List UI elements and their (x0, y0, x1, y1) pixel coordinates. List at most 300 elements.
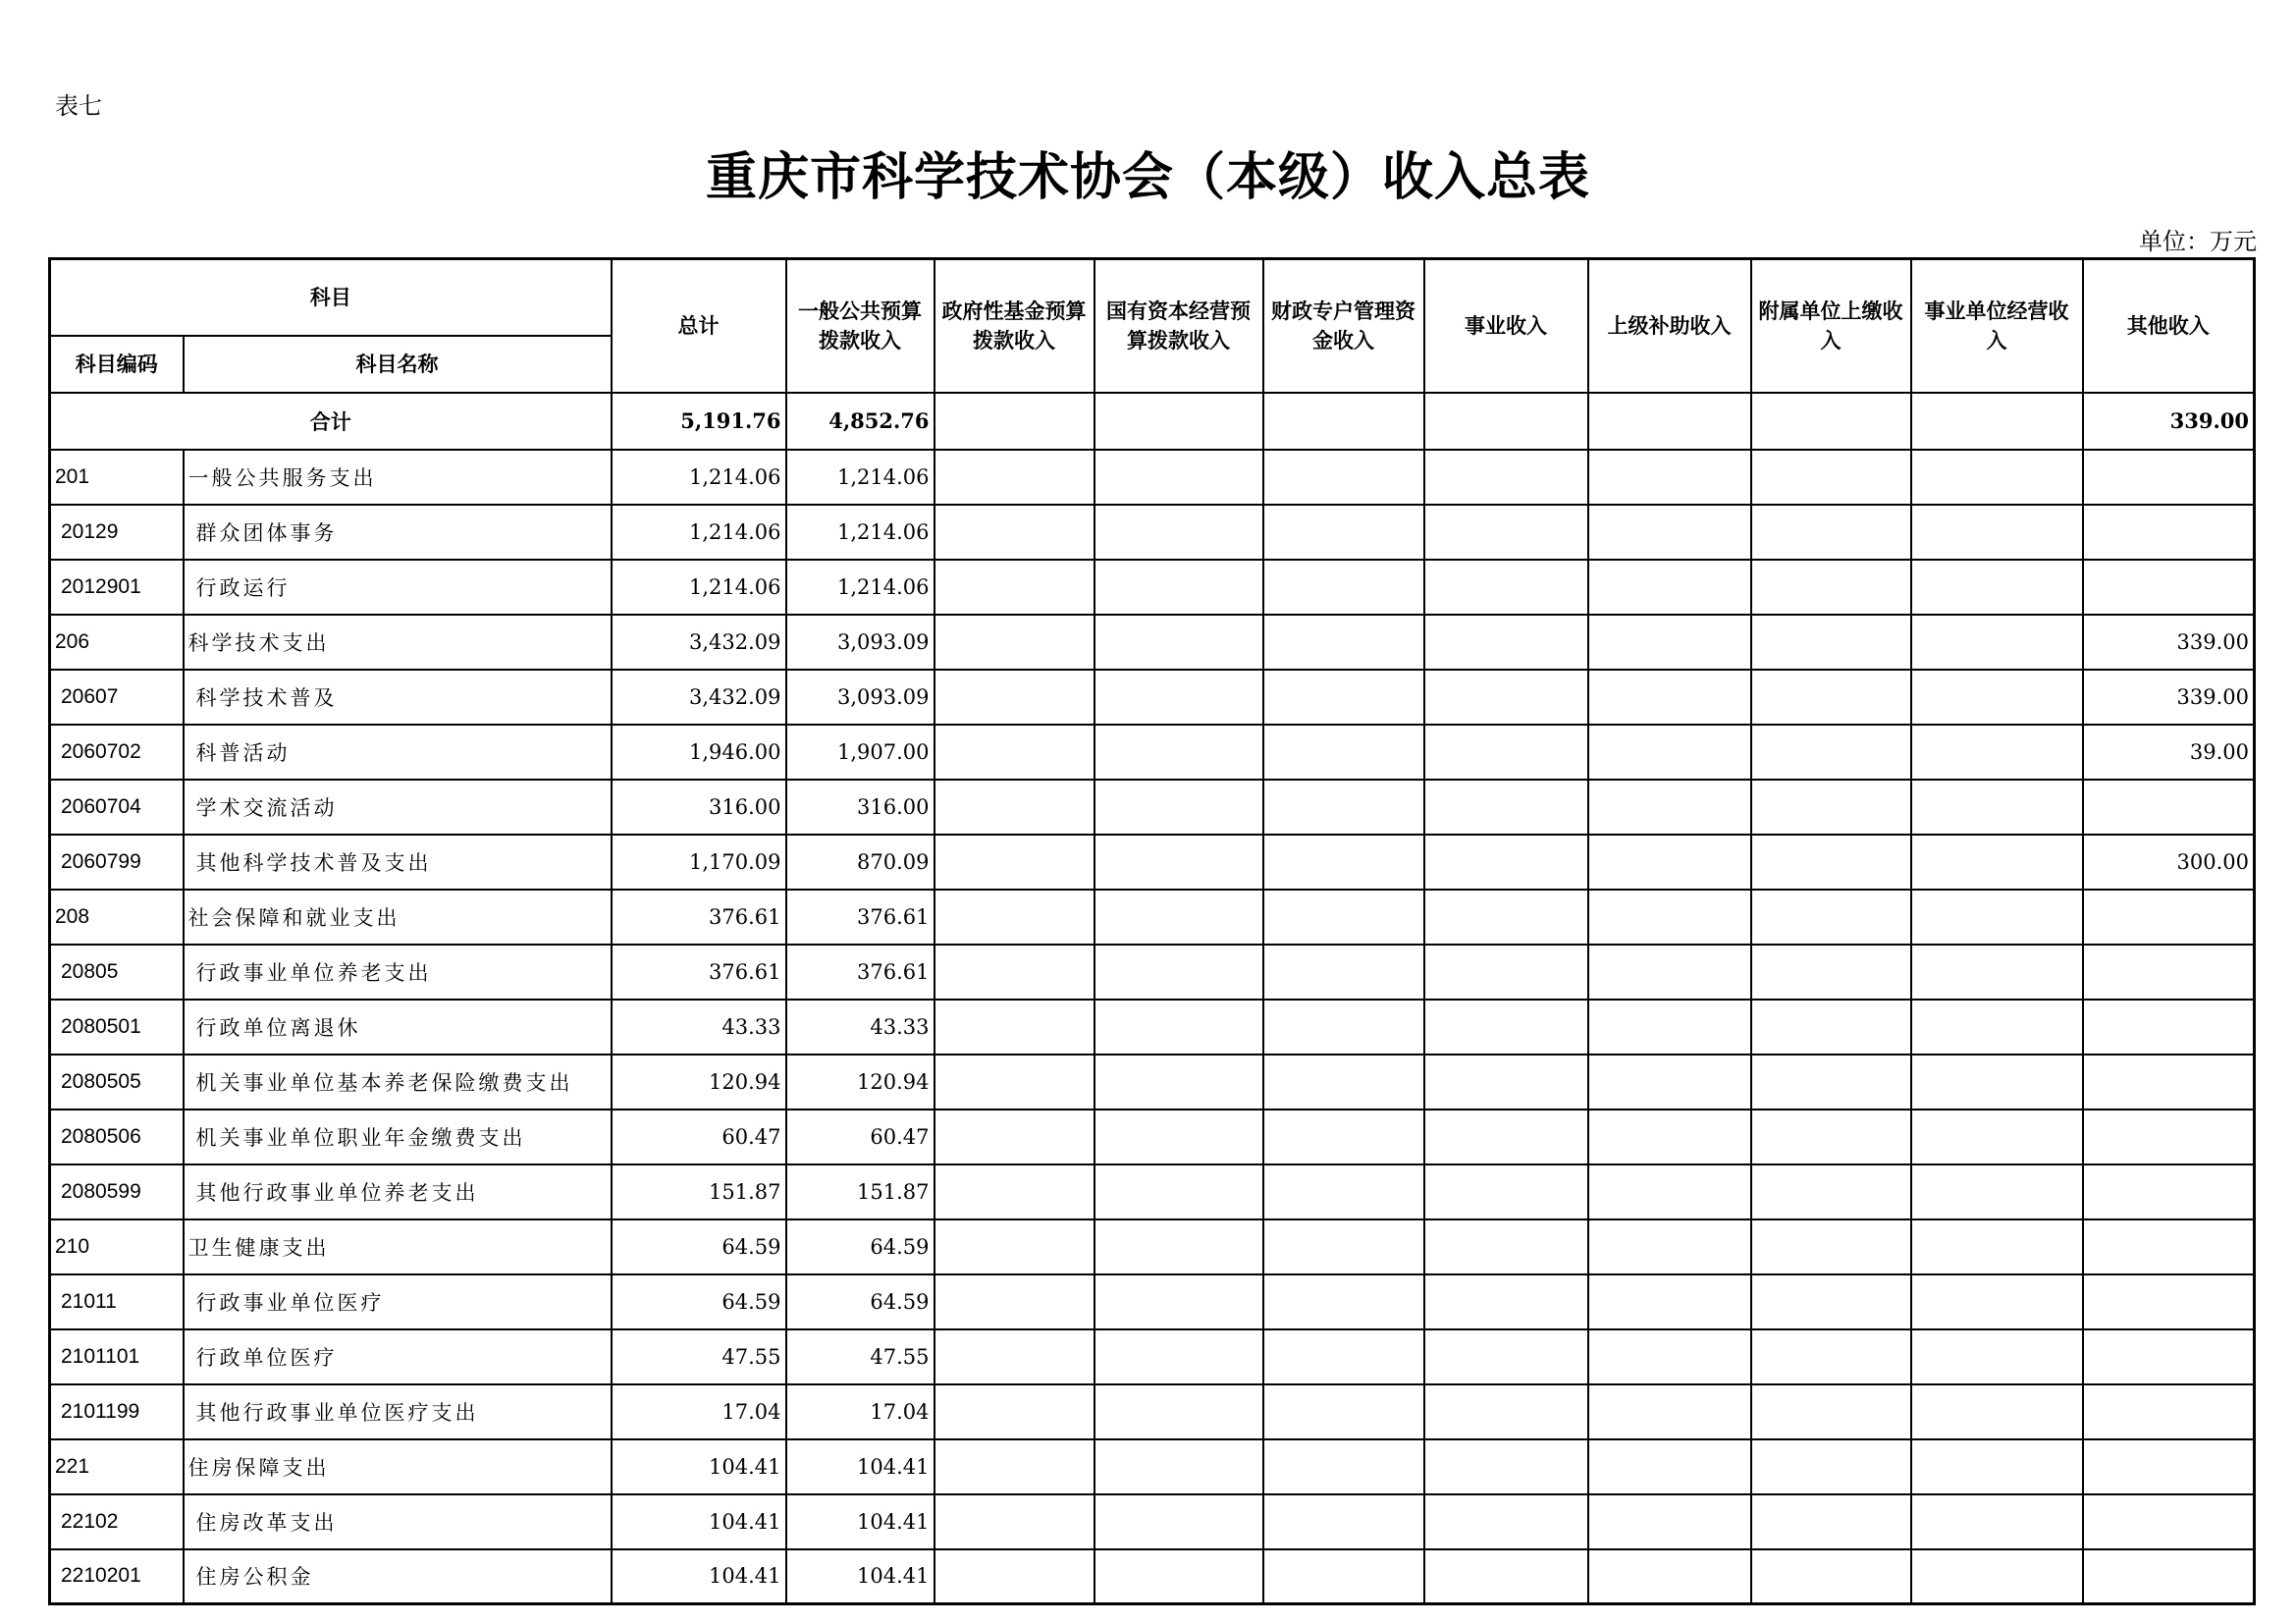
row-capital (1095, 1384, 1263, 1439)
row-general: 1,214.06 (786, 560, 934, 615)
row-general: 64.59 (786, 1219, 934, 1274)
row-fund (934, 1110, 1095, 1164)
row-code: 2080506 (50, 1110, 184, 1164)
row-business (1424, 780, 1588, 835)
table-row (50, 615, 2255, 670)
row-fund (934, 615, 1095, 670)
row-capital (1095, 780, 1263, 835)
row-general: 316.00 (786, 780, 934, 835)
table-row (50, 890, 2255, 945)
row-affiliate (1751, 505, 1911, 560)
row-other: 39.00 (2083, 725, 2255, 780)
row-special (1263, 1000, 1424, 1055)
row-affiliate (1751, 1494, 1911, 1549)
row-name: 卫生健康支出 (184, 1219, 612, 1274)
row-operation (1911, 1164, 2083, 1219)
row-fund (934, 1384, 1095, 1439)
row-code: 206 (50, 615, 184, 670)
row-general: 43.33 (786, 1000, 934, 1055)
header-special: 财政专户管理资金收入 (1263, 259, 1424, 393)
row-name: 社会保障和就业支出 (184, 890, 612, 945)
row-fund (934, 1055, 1095, 1110)
row-total: 1,946.00 (612, 725, 786, 780)
row-total: 43.33 (612, 1000, 786, 1055)
row-special (1263, 945, 1424, 1000)
row-operation (1911, 1000, 2083, 1055)
row-business (1424, 505, 1588, 560)
row-total: 104.41 (612, 1494, 786, 1549)
header-fund: 政府性基金预算拨款收入 (934, 259, 1095, 393)
header-subject: 科目 (50, 259, 612, 336)
row-fund (934, 780, 1095, 835)
row-fund (934, 835, 1095, 890)
row-business (1424, 560, 1588, 615)
row-affiliate (1751, 1439, 1911, 1494)
row-affiliate (1751, 835, 1911, 890)
row-general: 3,093.09 (786, 615, 934, 670)
row-capital (1095, 1329, 1263, 1384)
row-total: 104.41 (612, 1439, 786, 1494)
row-operation (1911, 1384, 2083, 1439)
header-row (50, 259, 2255, 336)
row-other (2083, 1329, 2255, 1384)
header-other: 其他收入 (2083, 259, 2255, 393)
row-capital (1095, 1549, 1263, 1604)
row-subsidy (1588, 835, 1751, 890)
row-operation (1911, 1110, 2083, 1164)
row-other (2083, 1274, 2255, 1329)
row-other (2083, 560, 2255, 615)
row-total: 120.94 (612, 1055, 786, 1110)
total-total: 5,191.76 (612, 393, 786, 450)
row-capital (1095, 450, 1263, 505)
row-general: 1,907.00 (786, 725, 934, 780)
header-capital: 国有资本经营预算拨款收入 (1095, 259, 1263, 393)
header-total: 总计 (612, 259, 786, 393)
row-special (1263, 780, 1424, 835)
row-name: 住房保障支出 (184, 1439, 612, 1494)
row-name: 科学技术普及 (184, 670, 612, 725)
table-row (50, 670, 2255, 725)
table-row (50, 835, 2255, 890)
row-other (2083, 1219, 2255, 1274)
total-subsidy (1588, 393, 1751, 450)
row-name: 群众团体事务 (184, 505, 612, 560)
row-other (2083, 1000, 2255, 1055)
row-general: 1,214.06 (786, 450, 934, 505)
total-operation (1911, 393, 2083, 450)
row-special (1263, 1494, 1424, 1549)
row-code: 20129 (50, 505, 184, 560)
row-business (1424, 1549, 1588, 1604)
row-fund (934, 670, 1095, 725)
row-subsidy (1588, 450, 1751, 505)
row-code: 2210201 (50, 1549, 184, 1604)
row-name: 科学技术支出 (184, 615, 612, 670)
row-name: 其他科学技术普及支出 (184, 835, 612, 890)
row-operation (1911, 1329, 2083, 1384)
row-affiliate (1751, 945, 1911, 1000)
row-code: 210 (50, 1219, 184, 1274)
row-special (1263, 1439, 1424, 1494)
row-general: 376.61 (786, 945, 934, 1000)
row-business (1424, 890, 1588, 945)
row-name: 住房公积金 (184, 1549, 612, 1604)
row-code: 2101199 (50, 1384, 184, 1439)
unit-label: 单位：万元 (2139, 228, 2257, 255)
row-fund (934, 890, 1095, 945)
table-row (50, 1329, 2255, 1384)
row-fund (934, 505, 1095, 560)
row-affiliate (1751, 1274, 1911, 1329)
table-row (50, 945, 2255, 1000)
row-operation (1911, 615, 2083, 670)
row-total: 1,214.06 (612, 450, 786, 505)
table-row (50, 725, 2255, 780)
row-special (1263, 505, 1424, 560)
row-code: 208 (50, 890, 184, 945)
row-affiliate (1751, 725, 1911, 780)
row-business (1424, 1000, 1588, 1055)
table-row (50, 505, 2255, 560)
table-row (50, 1439, 2255, 1494)
row-total: 3,432.09 (612, 615, 786, 670)
row-business (1424, 1110, 1588, 1164)
row-other (2083, 945, 2255, 1000)
table-row (50, 1110, 2255, 1164)
row-total: 60.47 (612, 1110, 786, 1164)
row-special (1263, 560, 1424, 615)
row-subsidy (1588, 1439, 1751, 1494)
row-capital (1095, 505, 1263, 560)
row-subsidy (1588, 1000, 1751, 1055)
row-capital (1095, 1439, 1263, 1494)
row-general: 376.61 (786, 890, 934, 945)
row-subsidy (1588, 505, 1751, 560)
row-special (1263, 1549, 1424, 1604)
row-general: 47.55 (786, 1329, 934, 1384)
row-total: 376.61 (612, 945, 786, 1000)
row-code: 2101101 (50, 1329, 184, 1384)
row-business (1424, 1219, 1588, 1274)
table-row (50, 1274, 2255, 1329)
row-affiliate (1751, 1110, 1911, 1164)
row-special (1263, 450, 1424, 505)
row-fund (934, 1549, 1095, 1604)
row-subsidy (1588, 1164, 1751, 1219)
table-row (50, 1055, 2255, 1110)
row-code: 2012901 (50, 560, 184, 615)
row-affiliate (1751, 1164, 1911, 1219)
row-subsidy (1588, 780, 1751, 835)
row-operation (1911, 725, 2083, 780)
row-name: 行政单位医疗 (184, 1329, 612, 1384)
row-fund (934, 450, 1095, 505)
row-affiliate (1751, 450, 1911, 505)
row-other: 339.00 (2083, 670, 2255, 725)
row-code: 2060702 (50, 725, 184, 780)
row-other (2083, 1549, 2255, 1604)
table-row (50, 1000, 2255, 1055)
header-name: 科目名称 (184, 336, 612, 393)
row-special (1263, 1110, 1424, 1164)
table-body (50, 450, 2255, 1604)
row-code: 2080501 (50, 1000, 184, 1055)
table-row (50, 1384, 2255, 1439)
row-capital (1095, 670, 1263, 725)
row-special (1263, 670, 1424, 725)
row-general: 151.87 (786, 1164, 934, 1219)
row-subsidy (1588, 1549, 1751, 1604)
row-total: 64.59 (612, 1219, 786, 1274)
row-capital (1095, 1494, 1263, 1549)
row-affiliate (1751, 1055, 1911, 1110)
row-capital (1095, 560, 1263, 615)
row-code: 221 (50, 1439, 184, 1494)
row-operation (1911, 1055, 2083, 1110)
total-fund (934, 393, 1095, 450)
income-table (48, 257, 2256, 1605)
row-other (2083, 450, 2255, 505)
row-total: 17.04 (612, 1384, 786, 1439)
row-affiliate (1751, 780, 1911, 835)
row-affiliate (1751, 670, 1911, 725)
header-business: 事业收入 (1424, 259, 1588, 393)
row-other: 339.00 (2083, 615, 2255, 670)
total-general: 4,852.76 (786, 393, 934, 450)
page-title: 重庆市科学技术协会（本级）收入总表 (705, 147, 1590, 207)
row-business (1424, 1329, 1588, 1384)
row-capital (1095, 1000, 1263, 1055)
row-code: 21011 (50, 1274, 184, 1329)
total-business (1424, 393, 1588, 450)
row-total: 376.61 (612, 890, 786, 945)
row-subsidy (1588, 1329, 1751, 1384)
row-fund (934, 1164, 1095, 1219)
row-code: 20805 (50, 945, 184, 1000)
row-name: 行政事业单位养老支出 (184, 945, 612, 1000)
row-code: 2080599 (50, 1164, 184, 1219)
row-fund (934, 1494, 1095, 1549)
row-business (1424, 725, 1588, 780)
table-row (50, 560, 2255, 615)
row-general: 3,093.09 (786, 670, 934, 725)
total-label: 合计 (50, 393, 612, 450)
row-affiliate (1751, 890, 1911, 945)
total-row (50, 393, 2255, 450)
row-fund (934, 560, 1095, 615)
row-operation (1911, 835, 2083, 890)
row-capital (1095, 835, 1263, 890)
header-operation: 事业单位经营收入 (1911, 259, 2083, 393)
row-operation (1911, 1494, 2083, 1549)
header-subsidy: 上级补助收入 (1588, 259, 1751, 393)
row-business (1424, 1164, 1588, 1219)
row-name: 机关事业单位职业年金缴费支出 (184, 1110, 612, 1164)
row-special (1263, 725, 1424, 780)
row-fund (934, 945, 1095, 1000)
row-operation (1911, 450, 2083, 505)
row-special (1263, 1274, 1424, 1329)
row-business (1424, 450, 1588, 505)
row-name: 行政运行 (184, 560, 612, 615)
row-business (1424, 1439, 1588, 1494)
row-special (1263, 890, 1424, 945)
row-capital (1095, 1164, 1263, 1219)
row-business (1424, 670, 1588, 725)
row-operation (1911, 890, 2083, 945)
row-capital (1095, 890, 1263, 945)
row-total: 3,432.09 (612, 670, 786, 725)
row-operation (1911, 1274, 2083, 1329)
row-capital (1095, 1219, 1263, 1274)
row-subsidy (1588, 890, 1751, 945)
row-subsidy (1588, 1274, 1751, 1329)
row-special (1263, 835, 1424, 890)
row-other: 300.00 (2083, 835, 2255, 890)
row-code: 201 (50, 450, 184, 505)
row-other (2083, 780, 2255, 835)
row-code: 2060704 (50, 780, 184, 835)
row-affiliate (1751, 1329, 1911, 1384)
table-row (50, 1549, 2255, 1604)
row-general: 64.59 (786, 1274, 934, 1329)
row-name: 机关事业单位基本养老保险缴费支出 (184, 1055, 612, 1110)
table-row (50, 780, 2255, 835)
row-capital (1095, 725, 1263, 780)
row-fund (934, 1329, 1095, 1384)
row-total: 151.87 (612, 1164, 786, 1219)
row-total: 1,214.06 (612, 560, 786, 615)
row-general: 870.09 (786, 835, 934, 890)
row-other (2083, 890, 2255, 945)
row-fund (934, 1274, 1095, 1329)
row-affiliate (1751, 1219, 1911, 1274)
row-fund (934, 1439, 1095, 1494)
row-capital (1095, 1274, 1263, 1329)
row-subsidy (1588, 1219, 1751, 1274)
row-total: 64.59 (612, 1274, 786, 1329)
row-total: 316.00 (612, 780, 786, 835)
row-code: 2060799 (50, 835, 184, 890)
row-code: 20607 (50, 670, 184, 725)
row-name: 其他行政事业单位养老支出 (184, 1164, 612, 1219)
row-operation (1911, 1439, 2083, 1494)
total-special (1263, 393, 1424, 450)
row-subsidy (1588, 1384, 1751, 1439)
row-other (2083, 1439, 2255, 1494)
row-business (1424, 945, 1588, 1000)
row-general: 104.41 (786, 1439, 934, 1494)
row-general: 60.47 (786, 1110, 934, 1164)
row-code: 22102 (50, 1494, 184, 1549)
total-affiliate (1751, 393, 1911, 450)
row-code: 2080505 (50, 1055, 184, 1110)
header-general: 一般公共预算拨款收入 (786, 259, 934, 393)
row-capital (1095, 945, 1263, 1000)
row-subsidy (1588, 725, 1751, 780)
table-row (50, 1164, 2255, 1219)
row-general: 104.41 (786, 1494, 934, 1549)
row-subsidy (1588, 670, 1751, 725)
row-special (1263, 1329, 1424, 1384)
row-name: 行政事业单位医疗 (184, 1274, 612, 1329)
row-other (2083, 1494, 2255, 1549)
row-business (1424, 615, 1588, 670)
row-total: 47.55 (612, 1329, 786, 1384)
row-business (1424, 1494, 1588, 1549)
row-fund (934, 1219, 1095, 1274)
row-name: 一般公共服务支出 (184, 450, 612, 505)
row-other (2083, 1110, 2255, 1164)
row-name: 科普活动 (184, 725, 612, 780)
header-affiliate: 附属单位上缴收入 (1751, 259, 1911, 393)
row-total: 1,214.06 (612, 505, 786, 560)
row-name: 其他行政事业单位医疗支出 (184, 1384, 612, 1439)
row-operation (1911, 505, 2083, 560)
table-row (50, 450, 2255, 505)
total-other: 339.00 (2083, 393, 2255, 450)
row-affiliate (1751, 1549, 1911, 1604)
row-name: 住房改革支出 (184, 1494, 612, 1549)
row-name: 学术交流活动 (184, 780, 612, 835)
total-capital (1095, 393, 1263, 450)
row-subsidy (1588, 615, 1751, 670)
row-affiliate (1751, 1384, 1911, 1439)
row-capital (1095, 1110, 1263, 1164)
table-number: 表七 (55, 92, 102, 120)
row-fund (934, 725, 1095, 780)
row-business (1424, 835, 1588, 890)
row-total: 1,170.09 (612, 835, 786, 890)
row-business (1424, 1274, 1588, 1329)
row-operation (1911, 670, 2083, 725)
row-special (1263, 615, 1424, 670)
row-subsidy (1588, 1494, 1751, 1549)
row-other (2083, 1055, 2255, 1110)
row-capital (1095, 615, 1263, 670)
row-general: 120.94 (786, 1055, 934, 1110)
row-special (1263, 1384, 1424, 1439)
row-total: 104.41 (612, 1549, 786, 1604)
row-operation (1911, 780, 2083, 835)
row-other (2083, 505, 2255, 560)
row-general: 1,214.06 (786, 505, 934, 560)
header-code: 科目编码 (50, 336, 184, 393)
row-subsidy (1588, 560, 1751, 615)
row-capital (1095, 1055, 1263, 1110)
row-name: 行政单位离退休 (184, 1000, 612, 1055)
row-operation (1911, 560, 2083, 615)
table-row (50, 1219, 2255, 1274)
row-affiliate (1751, 615, 1911, 670)
table-row (50, 1494, 2255, 1549)
row-affiliate (1751, 560, 1911, 615)
row-affiliate (1751, 1000, 1911, 1055)
row-subsidy (1588, 945, 1751, 1000)
row-fund (934, 1000, 1095, 1055)
row-subsidy (1588, 1110, 1751, 1164)
row-operation (1911, 1219, 2083, 1274)
row-subsidy (1588, 1055, 1751, 1110)
row-other (2083, 1384, 2255, 1439)
row-special (1263, 1055, 1424, 1110)
row-special (1263, 1219, 1424, 1274)
row-business (1424, 1384, 1588, 1439)
row-other (2083, 1164, 2255, 1219)
row-operation (1911, 945, 2083, 1000)
row-general: 104.41 (786, 1549, 934, 1604)
